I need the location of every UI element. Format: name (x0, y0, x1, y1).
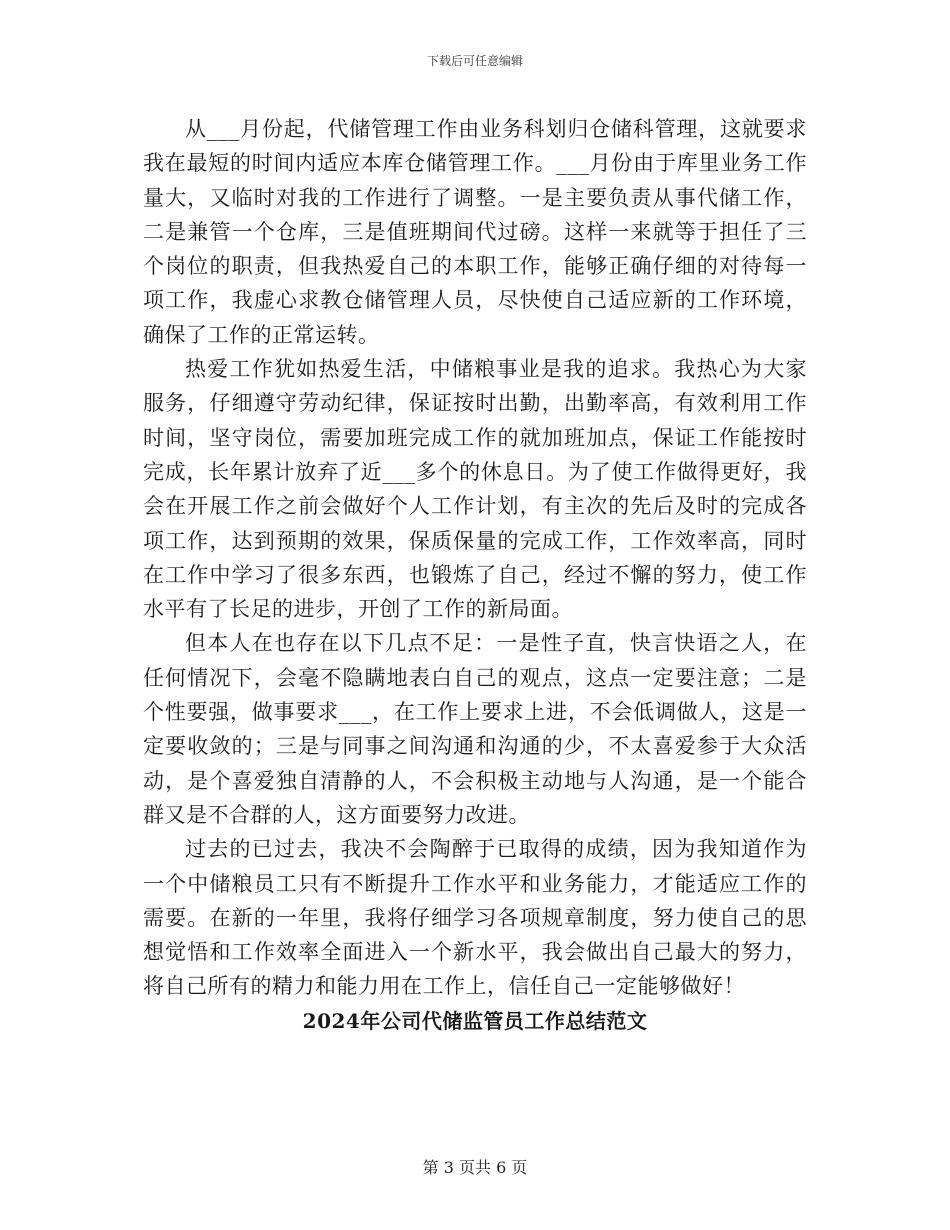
paragraph-4: 过去的已过去，我决不会陶醉于已取得的成绩，因为我知道作为一个中储粮员工只有不断提升工作水平和业务能力，才能适应工作的需要。在新的一年里，我将仔细学习各项规章制度，努力使自己的思想觉悟和工作效率全面进入一个新水平，我会做出自己最大的努力，将自己所有的精力和能力用在工作上，信任自己一定能够做好！ (143, 837, 807, 999)
document-body (143, 112, 807, 1038)
page-header: 下载后可任意编辑 (426, 54, 523, 68)
paragraph-2: 热爱工作犹如热爱生活，中储粮事业是我的追求。我热心为大家服务，仔细遵守劳动纪律，保证按时出勤，出勤率高，有效利用工作时间，坚守岗位，需要加班完成工作的就加班加点，保证工作能按时完成，长年累计放弃了近___多个的休息日。为了使工作做得更好，我会在开展工作之前会做好个人工作计划，有主次的先后及时的完成各项工作，达到预期的效果，保质保量的完成工作，工作效率高，同时在工作中学习了很多东西，也锻炼了自己，经过不懈的努力，使工作水平有了长足的进步，开创了工作的新局面。 (143, 357, 807, 622)
page-footer: 第 3 页共 6 页 (422, 1158, 528, 1177)
paragraph-1: 从___月份起，代储管理工作由业务科划归仓储科管理，这就要求我在最短的时间内适应本库仓储管理工作。___月份由于库里业务工作量大，又临时对我的工作进行了调整。一是主要负责从事代储工作，二是兼管一个仓库，三是值班期间代过磅。这样一来就等于担任了三个岗位的职责，但我热爱自己的本职工作，能够正确仔细的对待每一项工作，我虚心求教仓储管理人员，尽快使自己适应新的工作环境，确保了工作的正常运转。 (143, 117, 807, 347)
paragraph-3: 但本人在也存在以下几点不足：一是性子直，快言快语之人，在任何情况下，会毫不隐瞒地表白自己的观点，这点一定要注意；二是个性要强，做事要求___，在工作上要求上进，不会低调做人，这是一定要收敛的；三是与同事之间沟通和沟通的少，不太喜爱参于大众活动，是个喜爱独自清静的人，不会积极主动地与人沟通，是一个能合群又是不合群的人，这方面要努力改进。 (143, 631, 807, 827)
section-title: 2024年公司代储监管员工作总结范文 (302, 1008, 648, 1033)
